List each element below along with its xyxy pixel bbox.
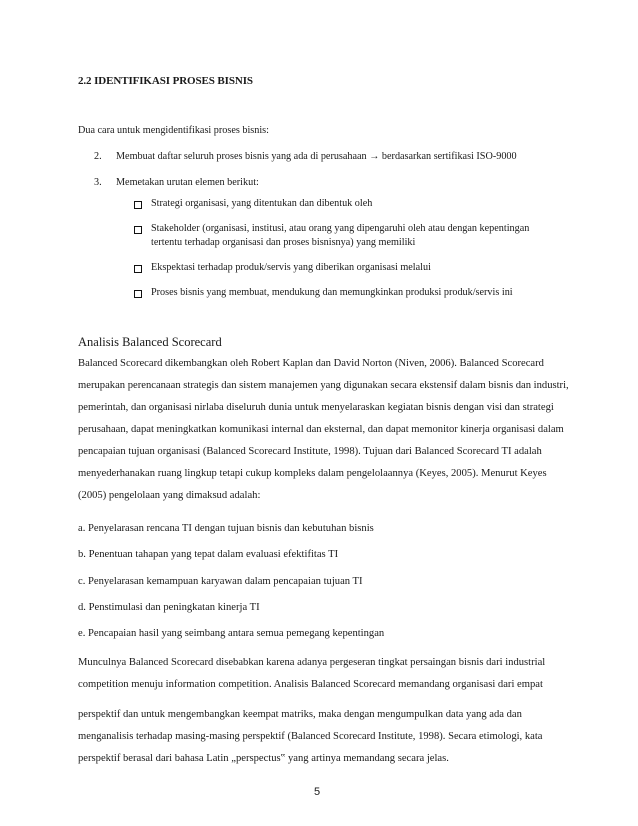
- paragraph-line: pencapaian tujuan organisasi (Balanced Scorecard Institute, 1998). Tujuan dari Balanced Scorecard TI adalah: [78, 446, 542, 457]
- bullet-text: Proses bisnis yang membuat, mendukung dan memungkinkan produksi produk/servis ini: [151, 287, 513, 298]
- bullet-text-continued: tertentu terhadap organisasi dan proses bisnisnya) yang memiliki: [151, 237, 416, 248]
- lettered-item: c. Penyelarasan kemampuan karyawan dalam pencapaian tujuan TI: [78, 576, 363, 587]
- bullet-text: Stakeholder (organisasi, institusi, atau orang yang dipengaruhi oleh atau dengan kepentingan: [151, 223, 530, 234]
- paragraph-line: menyederhanakan ruang lingkup tetapi cukup kompleks dalam pengelolaannya (Keyes, 2005). Menurut Keyes: [78, 468, 547, 479]
- paragraph-line: merupakan perencanaan strategis dan sistem manajemen yang digunakan secara ekstensif dalam bisnis dan industri,: [78, 380, 569, 391]
- paragraph-line: perspektif dan untuk mengembangkan keempat matriks, maka dengan mengumpulkan data yang ada dan: [78, 709, 522, 720]
- lettered-item: b. Penentuan tahapan yang tepat dalam evaluasi efektifitas TI: [78, 549, 339, 560]
- paragraph-line: pemerintah, dan organisasi nirlaba diseluruh dunia untuk menyelaraskan kegiatan bisnis dengan visi dan strategi: [78, 402, 554, 413]
- numbered-item-text: Memetakan urutan elemen berikut:: [116, 177, 259, 188]
- square-bullet-icon: [134, 265, 142, 273]
- lettered-item: d. Penstimulasi dan peningkatan kinerja TI: [78, 602, 260, 613]
- section-title: 2.2 IDENTIFIKASI PROSES BISNIS: [78, 75, 253, 87]
- lettered-item: e. Pencapaian hasil yang seimbang antara semua pemegang kepentingan: [78, 628, 385, 639]
- numbered-item-number: 3.: [94, 177, 102, 188]
- bullet-text: Strategi organisasi, yang ditentukan dan dibentuk oleh: [151, 198, 373, 209]
- square-bullet-icon: [134, 290, 142, 298]
- paragraph-line: Balanced Scorecard dikembangkan oleh Robert Kaplan dan David Norton (Niven, 2006). Balanced Scorecard: [78, 358, 544, 369]
- analysis-title: Analisis Balanced Scorecard: [78, 335, 222, 349]
- bullet-text: Ekspektasi terhadap produk/servis yang diberikan organisasi melalui: [151, 262, 431, 273]
- page-number: 5: [314, 786, 321, 798]
- section-intro: Dua cara untuk mengidentifikasi proses bisnis:: [78, 125, 269, 136]
- paragraph-line: menganalisis terhadap masing-masing perspektif (Balanced Scorecard Institute, 1998). Secara etimologi, kata: [78, 731, 543, 742]
- numbered-item-number: 2.: [94, 151, 102, 162]
- paragraph-line: competition menuju information competition. Analisis Balanced Scorecard memandang organisasi dari empat: [78, 679, 543, 690]
- square-bullet-icon: [134, 201, 142, 209]
- paragraph-line: perusahaan, dapat meningkatkan komunikasi internal dan eksternal, dan dapat memonitor kinerja organisasi dalam: [78, 424, 564, 435]
- paragraph-line: (2005) pengelolaan yang dimaksud adalah:: [78, 490, 261, 501]
- numbered-item-text: Membuat daftar seluruh proses bisnis yang ada di perusahaan → berdasarkan sertifikasi ISO-9000: [116, 151, 517, 162]
- lettered-item: a. Penyelarasan rencana TI dengan tujuan bisnis dan kebutuhan bisnis: [78, 523, 374, 534]
- square-bullet-icon: [134, 226, 142, 234]
- paragraph-line: perspektif berasal dari bahasa Latin „perspectus‟ yang artinya memandang secara jelas.: [78, 753, 449, 764]
- paragraph-line: Munculnya Balanced Scorecard disebabkan karena adanya pergeseran tingkat persaingan bisnis dari industrial: [78, 657, 546, 668]
